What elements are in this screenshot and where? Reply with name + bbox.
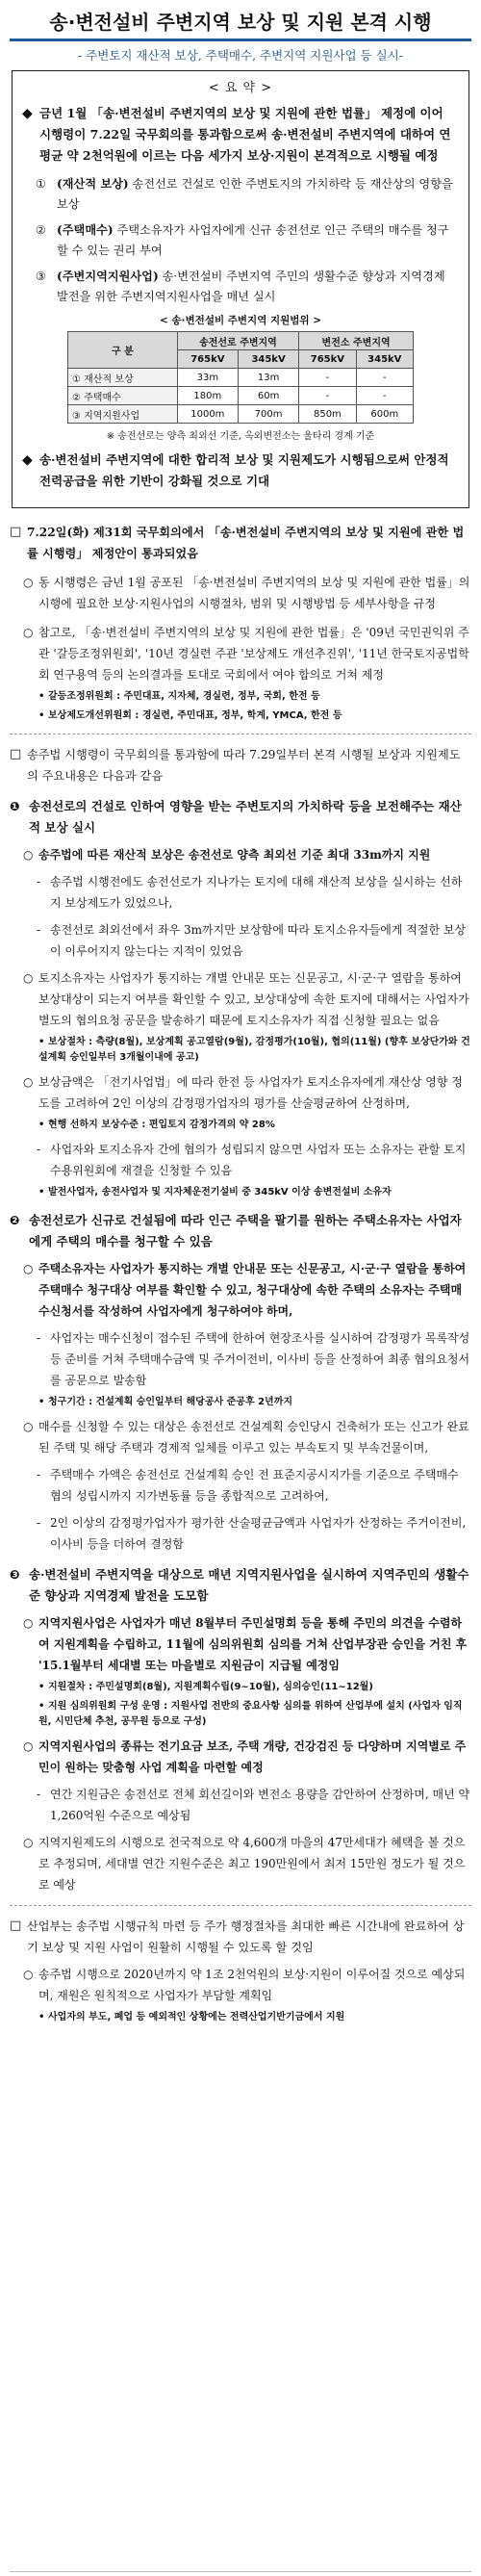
square-bullet-icon: □ [10, 525, 22, 539]
note-line: • 갈등조정위원회 : 주민대표, 지자체, 경실련, 정부, 국회, 한전 등 [38, 691, 320, 702]
list-item: ○ 주택소유자는 사업자가 통지하는 개별 안내문 또는 신문공고, 시·군·구 열람을 통하여 주택매수 청구대상 여부를 확인할 수 있고, 청구대상에 속한 주택의 소유자는 주택매수신청서를 작성하여 사업자에게 청구하여야 하며, [23, 1262, 467, 1318]
table-cell: 60m [238, 387, 298, 405]
note-line: • 보상절차 : 측량(8월), 보상계획 공고열람(9월), 감정평가(10월), 협의(11월) (향후 보상단가와 건설계획 승인일부터 3개월이내에 공고) [38, 1037, 470, 1063]
list-item: - 사업자는 매수신청이 접수된 주택에 한하여 현장조사를 실시하여 감정평가 목록작성 등 준비를 거쳐 주택매수금액 및 주거이전비, 이사비 등을 산정하여 최종 협의요청서를 공문으로 발송함 [37, 1331, 470, 1387]
table-row-label: ② 주택매수 [68, 387, 178, 405]
section-1 [10, 522, 471, 724]
list-item: - 주택매수 가액은 송전선로 건설계획 승인 전 표준지공시지가를 기준으로 주택매수 협의 성립시까지 지가변동률 등을 종합적으로 고려하여, [37, 1468, 459, 1503]
list-item: ○ 송주법에 따른 재산적 보상은 송전선로 양측 최외선 기준 최대 33m까지 지원 [23, 848, 431, 862]
item-1-heading: ❶ 송전선로의 건설로 인하여 영향을 받는 주변토지의 가치하락 등을 보전해주는 재산적 보상 실시 [10, 796, 471, 838]
table-cell: 33m [177, 369, 238, 387]
list-item: - 송주법 시행전에도 송전선로가 지나가는 토지에 대해 재산적 보상을 실시하는 선하지 보상제도가 있었으나, [37, 875, 463, 910]
table-caption: < 송·변전설비 주변지역 지원범위 > [159, 315, 322, 326]
summary-item [36, 220, 459, 261]
note-line: • 사업자의 부도, 폐업 등 예외적인 상황에는 전력산업기반기금에서 지원 [38, 2012, 345, 2022]
list-item: ○ 지역지원사업의 종류는 전기요금 보조, 주택 개량, 건강검진 등 다양하며 지역별로 주민이 원하는 맞춤형 사업 계획을 마련할 예정 [23, 1739, 467, 1774]
list-item: - 2인 이상의 감정평가업자가 평가한 산술평균금액과 사업자가 산정하는 주거이전비, 이사비 등을 더하여 결정함 [37, 1516, 467, 1551]
summary-box [12, 70, 469, 508]
divider [10, 1905, 471, 1906]
table-cell: 600m [356, 405, 413, 424]
section-3 [10, 1916, 471, 2025]
number-3-icon: ❸ [10, 1567, 20, 1582]
support-range-table [67, 331, 414, 424]
list-item-text: 참고로, 「송·변전설비 주변지역의 보상 및 지원에 관한 법률」은 '09년 국민권익위 주관 '갈등조정위원회', '10년 경실련 주관 '보상제도 개선추진위', '11년 한국토지공법학회 연구용역 등의 논의결과를 토대로 국회에서 여야 합의로 거쳐 제정 [38, 626, 469, 682]
page-subtitle: - 주변토지 재산적 보상, 주택매수, 주변지역 지원사업 등 실시- [78, 48, 403, 63]
page-title: 송·변전설비 주변지역 보상 및 지원 본격 시행 [49, 11, 432, 34]
table-subheader: 345kV [356, 350, 413, 369]
note-line: • 발전사업자, 송전사업자 및 지자체운전기설비 중 345kV 이상 송변전설비 소유자 [38, 1187, 392, 1198]
list-item: ○ 동 시행령은 금년 1월 공포된 「송·변전설비 주변지역의 보상 및 지원에 관한 법률」의 시행에 필요한 보상·지원사업의 시행절차, 범위 및 시행방법 등 세부사항을 규정 [23, 572, 471, 614]
list-item-text: 동 시행령은 금년 1월 공포된 「송·변전설비 주변지역의 보상 및 지원에 관한 법률」의 시행에 필요한 보상·지원사업의 시행절차, 범위 및 시행방법 등 세부사항을 규정 [38, 576, 470, 610]
note-line: • 현행 선하지 보상수준 : 편입토지 감정가격의 약 28% [38, 1120, 275, 1130]
summary-item-number: ② [36, 223, 46, 237]
section-lead [10, 1916, 471, 1958]
section-lead [10, 744, 471, 786]
summary-heading: < 요 약 > [208, 81, 273, 95]
table-cell: 180m [177, 387, 238, 405]
summary-lead-text: 금년 1월 「송·변전설비 주변지역의 보상 및 지원에 관한 법률」 제정에 이어 시행령이 7.22일 국무회의를 통과함으로써 송·변전설비 주변지역에 대하여 연평균 약 2천억원에 이르는 다음 세가지 보상·지원이 본격적으로 시행될 예정 [39, 106, 451, 163]
table-cell: - [356, 387, 413, 405]
table-group-header: 변전소 주변지역 [299, 332, 414, 350]
list-item: ○ 지역지원사업은 사업자가 매년 8월부터 주민설명회 등을 통해 주민의 의견을 수렴하여 지원계획을 수립하고, 11월에 심의위원회 심의를 거쳐 산업부장관 승인을 거친 후 '15.1월부터 세대별 또는 마을별로 지원금이 지급될 예정임 [23, 1616, 468, 1672]
table-row [68, 387, 414, 405]
summary-item-head: (재산적 보상) [57, 177, 129, 191]
table-cell: - [299, 369, 356, 387]
table-cell: 700m [238, 405, 298, 424]
summary-item-text: 송·변전설비 주변지역 주민의 생활수준 향상과 지역경제 발전을 위한 주변지역지원사업을 매년 실시 [57, 270, 445, 303]
table-cell: 13m [238, 369, 298, 387]
list-item: ○ 토지소유자는 사업자가 통지하는 개별 안내문 또는 신문공고, 시·군·구 열람을 통하여 보상대상이 되는지 여부를 확인할 수 있고, 보상대상에 속한 토지에 대해서는 사업자가 별도의 협의요청 공문을 발송하기 때문에 토지소유자가 직접 신청할 필요는 없음 [23, 971, 469, 1027]
list-item: - 사업자와 토지소유자 간에 협의가 성립되지 않으면 사업자 또는 소유자는 관할 토지수용위원회에 재결을 신청할 수 있음 [37, 1143, 467, 1177]
list-item: ○ 참고로, 「송·변전설비 주변지역의 보상 및 지원에 관한 법률」은 '09년 국민권익위 주관 '갈등조정위원회', '10년 경실련 주관 '보상제도 개선추진위', '11년 한국토지공법학회 연구용역 등의 논의결과를 토대로 국회에서 여야 합의로 거쳐 제정 [23, 622, 471, 685]
table-cell: - [299, 387, 356, 405]
item-2-heading: ❷ 송전선로가 신규로 건설됨에 따라 인근 주택을 팔기를 원하는 주택소유자는 사업자에게 주택의 매수를 청구할 수 있음 [10, 1210, 471, 1252]
note-line: • 청구기간 : 건설계획 승인일부터 해당공사 준공후 2년까지 [38, 1397, 293, 1407]
table-subheader: 765kV [299, 350, 356, 369]
diamond-bullet-icon: ◆ [22, 106, 33, 121]
section-lead-text: 7.22일(화) 제31회 국무회의에서 「송·변전설비 주변지역의 보상 및 지원에 관한 법률 시행령」 제정안이 통과되었음 [27, 526, 465, 560]
table-subheader: 765kV [177, 350, 238, 369]
table-cell: 1000m [177, 405, 238, 424]
bottom-rule [10, 2571, 471, 2572]
diamond-bullet-icon: ◆ [22, 452, 33, 468]
summary-item [36, 174, 459, 215]
note-line: • 보상제도개선위원회 : 경실련, 주민대표, 정부, 학계, YMCA, 한전 등 [38, 710, 342, 721]
section-lead-text: 송주법 시행령이 국무회의를 통과함에 따라 7.29일부터 본격 시행될 보상과 지원제도의 주요내용은 다음과 같음 [27, 748, 461, 783]
table-row-label: ① 재산적 보상 [68, 369, 178, 387]
list-item: ○ 보상금액은 「전기사업법」에 따라 한전 등 사업자가 토지소유자에게 재산상 영향 정도를 고려하여 2인 이상의 감정평가업자의 평가를 산술평균하여 산정하며, [23, 1075, 463, 1110]
item-3-heading: ❸ 송·변전설비 주변지역을 대상으로 매년 지역지원사업을 실시하여 지역주민의 생활수준 향상과 지역경제 발전을 도모함 [10, 1564, 471, 1607]
list-item: ○ 매수를 신청할 수 있는 대상은 송전선로 건설계획 승인당시 건축허가 또는 신고가 완료된 주택 및 해당 주택과 경제적 일체를 이루고 있는 부속토지 및 부속건물이며, [23, 1420, 469, 1455]
summary-lead [22, 103, 459, 167]
table-row [68, 369, 414, 387]
list-item: ○ 송주법 시행으로 2020년까지 약 1조 2천억원의 보상·지원이 이루어질 것으로 예상되며, 재원은 원칙적으로 사업자가 부담할 계획임 [23, 1968, 466, 2002]
table-header-row [68, 332, 414, 350]
summary-item-text: 주택소유자가 사업자에게 신규 송전선로 인근 주택의 매수를 청구할 수 있는 권리 부여 [57, 223, 449, 257]
summary-item-text: 송전선로 건설로 인한 주변토지의 가치하락 등 재산상의 영향을 보상 [57, 177, 453, 211]
table-group-header: 송전선로 주변지역 [177, 332, 298, 350]
table-header-label: 구 분 [68, 332, 178, 369]
summary-item-number: ① [36, 177, 46, 191]
number-2-icon: ❷ [10, 1213, 20, 1227]
square-bullet-icon: □ [10, 1919, 22, 1933]
list-item: ○ 지역지원제도의 시행으로 전국적으로 약 4,600개 마을의 47만세대가 혜택을 볼 것으로 추정되며, 세대별 연간 지원수준은 최고 190만원에서 최저 15만원 정도가 될 것으로 예상 [23, 1836, 466, 1892]
number-1-icon: ❶ [10, 799, 20, 813]
table-cell: - [356, 369, 413, 387]
table-cell: 850m [299, 405, 356, 424]
list-item: - 연간 지원금은 송전선로 전체 회선길이와 변전소 용량을 감안하여 산정하며, 매년 약 1,260억원 수준으로 예상됨 [37, 1788, 470, 1822]
note-line: • 지원 심의위원회 구성 운영 : 지원사업 전반의 중요사항 심의를 위하여 산업부에 설치 (사업자 임직원, 시민단체 추천, 공무원 등으로 구성) [38, 1701, 463, 1727]
section-lead [10, 522, 471, 564]
summary-item-head: (주변지역지원사업) [57, 270, 159, 283]
summary-item-head: (주택매수) [57, 223, 114, 237]
note-line: • 지원절차 : 주민설명회(8월), 지원계획수립(9~10월), 심의승인(11~12월) [38, 1682, 373, 1692]
summary-closing [22, 450, 459, 492]
list-item: - 송전선로 최외선에서 좌우 3m까지만 보상함에 따라 토지소유자들에게 적절한 보상이 이루어지지 않는다는 지적이 있었음 [37, 923, 467, 958]
summary-closing-text: 송·변전설비 주변지역에 대한 합리적 보상 및 지원제도가 시행됨으로써 안정적 전력공급을 위한 기반이 강화될 것으로 기대 [39, 452, 449, 488]
section-2 [10, 744, 471, 1895]
summary-item [36, 267, 459, 307]
table-subheader: 345kV [238, 350, 298, 369]
table-row-label: ③ 지역지원사업 [68, 405, 178, 424]
summary-item-number: ③ [36, 270, 46, 283]
table-note: ※ 송전선로는 양측 최외선 기준, 옥외변전소는 울타리 경계 기준 [106, 431, 375, 442]
square-bullet-icon: □ [10, 747, 22, 761]
section-lead-text: 산업부는 송주법 시행규칙 마련 등 주가 행정절차를 최대한 빠른 시간내에 완료하여 상기 보상 및 지원 사업이 원활히 시행될 수 있도록 할 것임 [27, 1919, 465, 1954]
table-row [68, 405, 414, 424]
